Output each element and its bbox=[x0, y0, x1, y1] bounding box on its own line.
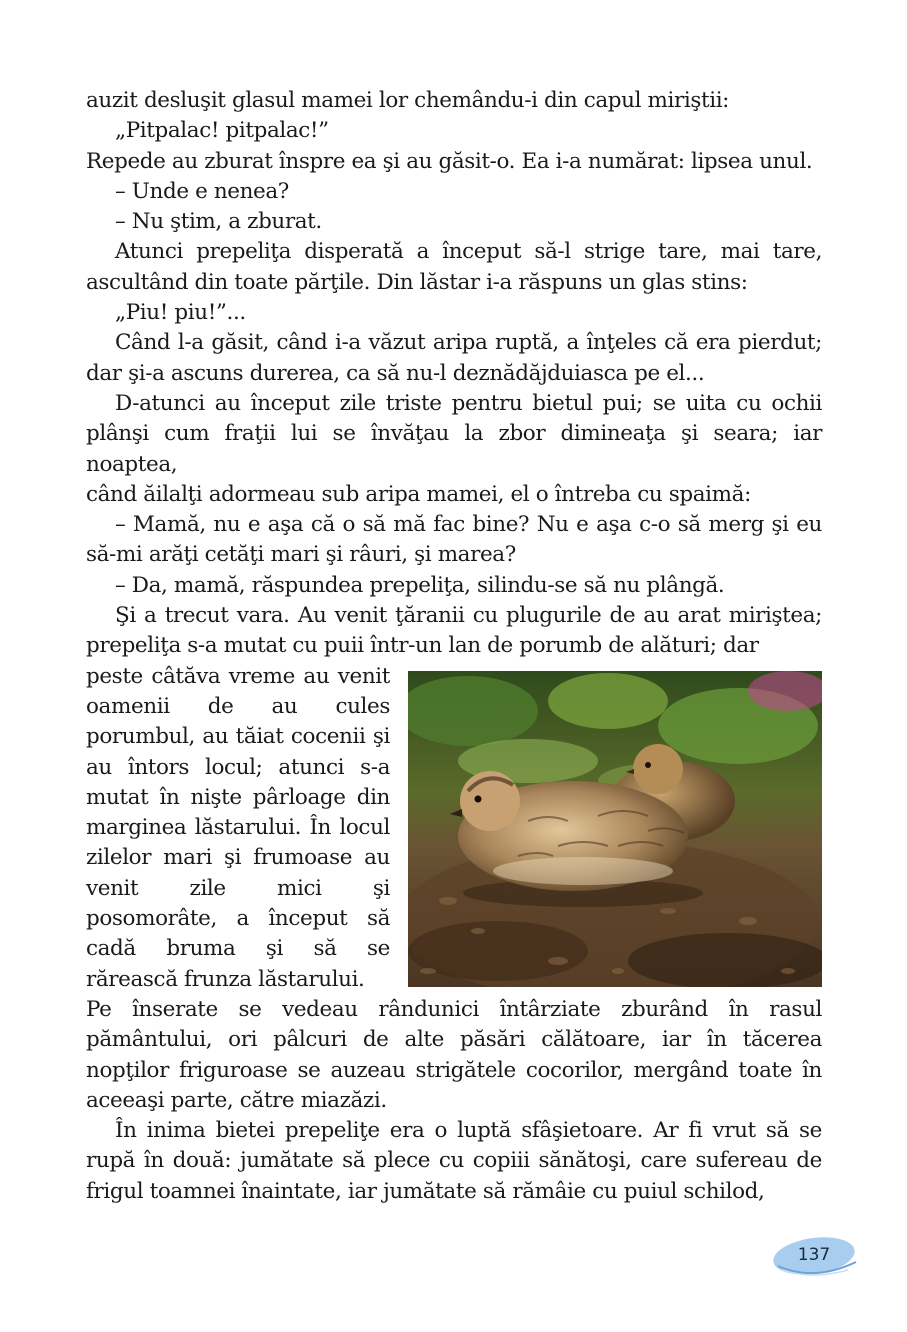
paragraph: Şi a trecut vara. Au venit ţăranii cu plugurile de au arat miriştea; prepeliţa s-a mutat cu puii într-un lan de porumb de alături; dar bbox=[86, 603, 822, 659]
paragraph: auzit desluşit glasul mamei lor chemându-i din capul miriştii: bbox=[86, 88, 730, 113]
paragraph: „Piu! piu!”... bbox=[115, 300, 246, 326]
dialogue-line: – Mamă, nu e aşa că o să mă fac bine? Nu e aşa c-o să merg şi eu să-mi arăţi cetăţi mari şi râuri, şi marea? bbox=[86, 512, 822, 568]
paragraph: „Pitpalac! pitpalac!” bbox=[115, 118, 329, 144]
dialogue-line: – Da, mamă, răspundea prepeliţa, silindu-se să nu plângă. bbox=[115, 572, 725, 598]
paragraph: Repede au zburat înspre ea şi au găsit-o. Ea i-a numărat: lipsea unul. bbox=[86, 148, 813, 174]
quail-photo bbox=[408, 671, 822, 987]
paragraph: peste câtăva vreme au venit oamenii de au cules porumbul, au tăiat cocenii şi au întors locul; atunci s-a mutat în nişte pârloage din marginea lăstarului. În locul zilelor mari şi frumoase au venit zile mici şi posomorâte, a început să cadă bruma şi să se rărească frunza lăstarului. bbox=[86, 663, 390, 992]
paragraph: D-atunci au început zile triste pentru bietul pui; se uita cu ochii plânşi cum fraţii lui se învăţau la zbor dimineaţa şi seara; iar noaptea, bbox=[86, 390, 822, 477]
paragraph: când ăilalţi adormeau sub aripa mamei, el o întreba cu spaimă: bbox=[86, 481, 751, 507]
dialogue-line: – Unde e nenea? bbox=[115, 178, 289, 204]
paragraph: În inima bietei prepeliţe era o luptă sfâşietoare. Ar fi vrut să se rupă în două: jumătate să plece cu copiii sănătoşi, care sufereau de frigul toamnei înaintate, iar jumătate să rămâie cu puiul schilod, bbox=[86, 1118, 822, 1204]
paragraph: Atunci prepeliţa disperată a început să-l strige tare, mai tare, ascultând din toate părţile. Din lăstar i-a răspuns un glas stins: bbox=[86, 239, 822, 295]
page-number-badge bbox=[770, 1236, 858, 1280]
quail-photo-icon bbox=[408, 671, 822, 987]
page-number: 137 bbox=[797, 1245, 831, 1265]
story-text bbox=[86, 86, 822, 1207]
dialogue-line: – Nu ştim, a zburat. bbox=[115, 209, 322, 235]
paragraph: Pe înserate se vedeau rândunici întârziate zburând în rasul pământului, ori pâlcuri de alte păsări călătoare, iar în tăcerea nopţilor friguroase se auzeau strigătele cocorilor, mergând toate în aceeaşi parte, către miazăzi. bbox=[86, 996, 822, 1113]
paragraph: Când l-a găsit, când i-a văzut aripa ruptă, a înţeles că era pierdut; dar şi-a ascuns durerea, ca să nu-l deznădăjduiasca pe el... bbox=[86, 330, 822, 386]
